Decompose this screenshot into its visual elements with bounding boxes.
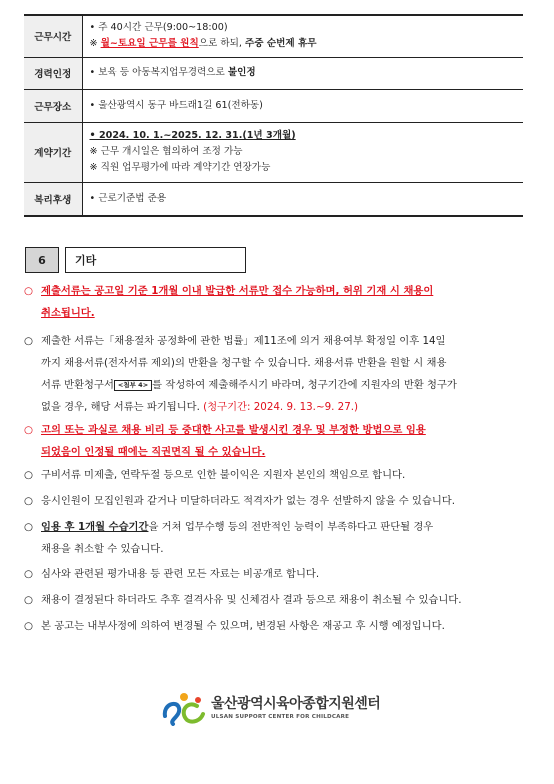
bullet-icon: ○ (24, 424, 33, 436)
career-text: • 보육 등 아동복지업무경력으로 (89, 67, 228, 78)
sci-child-logo-icon (161, 690, 207, 726)
row-label-career: 경력인정 (24, 57, 82, 89)
org-name-kr: 울산광역시육아종합지원센터 (211, 695, 381, 712)
notice-misconduct (24, 419, 524, 463)
notice-text-cont: 취소됩니다. (41, 307, 95, 319)
career-bold: 불인정 (227, 67, 256, 78)
notice-cancellation (24, 589, 524, 611)
notice-change (24, 615, 524, 637)
org-name-en: ULSAN SUPPORT CENTER FOR CHILDCARE (211, 713, 350, 720)
notice-text: 구비서류 미제출, 연락두절 등으로 인한 불이익은 지원자 본인의 책임으로 합니다. (41, 469, 406, 481)
notice-text: 고의 또는 과실로 채용 비리 등 중대한 사고를 발생시킨 경우 및 부정한 방법으로 임용 (41, 424, 426, 436)
bullet-icon: ○ (24, 521, 33, 533)
notice-text: 채용이 결정된다 하더라도 추후 결격사유 및 신체검사 결과 등으로 채용이 취소될 수 있습니다. (41, 594, 462, 606)
work-days-red: 월~토요일 근무를 원칙 (100, 38, 199, 50)
bullet-icon: ○ (24, 620, 33, 632)
table-row (24, 15, 523, 57)
notice-text: 제출서류는 공고일 기준 1개월 이내 발급한 서류만 접수 가능하며, 허위 기재 시 채용이 (41, 285, 434, 297)
notice-text: 심사와 관련된 평가내용 등 관련 모든 자료는 비공개로 합니다. (41, 568, 320, 580)
bullet-icon: ○ (24, 335, 33, 347)
notice-text-cont: 채용을 취소할 수 있습니다. (41, 543, 164, 555)
row-label-work-hours: 근무시간 (24, 15, 82, 57)
notice-text: 응시인원이 모집인원과 같거나 미달하더라도 적격자가 없는 경우 선발하지 않을 수 있습니다. (41, 495, 455, 507)
row-value-contract (82, 122, 523, 182)
notice-nondisclosure (24, 563, 524, 585)
attachment-tag: <첨부 4> (114, 380, 152, 391)
notice-document-return (24, 330, 524, 418)
contract-note-1: ※ 근무 개시일은 협의하여 조정 가능 (89, 146, 243, 157)
probation-rest: 을 거쳐 업무수행 등의 전반적인 능력이 부족하다고 판단될 경우 (148, 521, 434, 533)
table-row (24, 182, 523, 216)
contract-note-2: ※ 직원 업무평가에 따라 계약기간 연장가능 (89, 162, 271, 173)
bullet-icon: ○ (24, 568, 33, 580)
logo-text (211, 696, 380, 721)
notice-text-cont (41, 396, 524, 418)
notice-no-qualified (24, 490, 524, 512)
row-label-contract: 계약기간 (24, 122, 82, 182)
work-hours-note (90, 36, 524, 52)
table-row (24, 57, 523, 89)
row-value-welfare: • 근로기준법 준용 (82, 182, 523, 216)
return-form-rest: 를 작성하여 제출해주시기 바라며, 청구기간에 지원자의 반환 청구가 (152, 379, 457, 391)
notice-probation (24, 516, 524, 560)
table-row (24, 122, 523, 182)
contract-period: • 2024. 10. 1.~2025. 12. 31.(1년 3개월) (89, 130, 296, 141)
bullet-icon: ○ (24, 594, 33, 606)
notice-documents-validity (24, 280, 524, 324)
table-row (24, 89, 523, 122)
notice-text: 제출한 서류는「채용절차 공정화에 관한 법률」제11조에 의거 채용여부 확정일 이후 14일 (41, 335, 446, 347)
section-number: 6 (25, 247, 59, 273)
notice-applicant-responsibility (24, 464, 524, 486)
row-value-work-hours (82, 15, 523, 57)
row-value-location: • 울산광역시 동구 바드래1길 61(전하동) (82, 89, 523, 122)
work-days-mid: 으로 하되, (198, 38, 245, 50)
probation-bold: 임용 후 1개월 수습기간 (41, 521, 149, 533)
bullet-icon: ○ (24, 495, 33, 507)
notice-text-cont (41, 374, 524, 396)
notice-text-cont: 까지 채용서류(전자서류 제외)의 반환을 청구할 수 있습니다. 채용서류 반환을 원할 시 채용 (41, 357, 447, 369)
claim-period: (청구기간: 2024. 9. 13.~9. 27.) (203, 401, 359, 413)
return-form-text: 서류 반환청구서 (41, 379, 114, 391)
footer-logo (161, 690, 380, 726)
section-title: 기타 (65, 247, 246, 273)
work-hours-line: • 주 40시간 근무(9:00~18:00) (89, 22, 228, 34)
row-value-career (82, 57, 523, 89)
row-label-location: 근무장소 (24, 89, 82, 122)
note-mark: ※ (89, 38, 101, 50)
section-header (25, 247, 246, 273)
notice-text: 본 공고는 내부사정에 의하여 변경될 수 있으며, 변경된 사항은 재공고 후 시행 예정입니다. (41, 620, 445, 632)
row-label-welfare: 복리후생 (24, 182, 82, 216)
bullet-icon: ○ (24, 469, 33, 481)
bullet-icon: ○ (24, 285, 33, 297)
notice-text (41, 516, 524, 538)
disposal-text: 없을 경우, 해당 서류는 파기됩니다. (41, 401, 204, 413)
rotation-off-bold: 주중 순번제 휴무 (244, 38, 317, 50)
notice-text-cont: 되었음이 인정될 때에는 직권면직 될 수 있습니다. (41, 446, 266, 458)
info-table (24, 14, 523, 217)
